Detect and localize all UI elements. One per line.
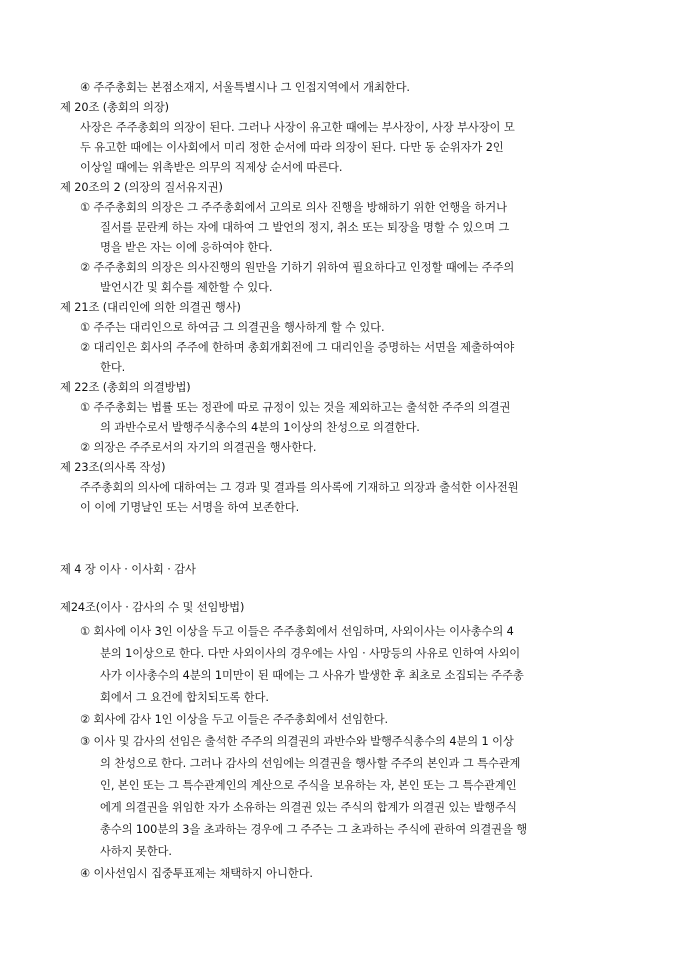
- article20-2-item2-line1: ② 주주총회의 의장은 의사진행의 원만을 기하기 위하여 필요하다고 인정할 때에는 주주의: [80, 261, 515, 274]
- article22-item1-line2: 의 과반수로서 발행주식총수의 4분의 1이상의 찬성으로 의결한다.: [100, 421, 420, 434]
- article24-item2: ② 회사에 감사 1인 이상을 두고 이들은 주주총회에서 선임한다.: [80, 713, 389, 726]
- article20-2-heading: 제 20조의 2 (의장의 질서유지권): [60, 181, 223, 194]
- article24-item3-line6: 사하지 못한다.: [100, 845, 172, 858]
- article24-item3-line2: 의 찬성으로 한다. 그러나 감사의 선임에는 의결권을 행사할 주주의 본인과 그 특수관계: [100, 757, 521, 770]
- article24-item1-line2: 분의 1이상으로 한다. 다만 사외이사의 경우에는 사임 · 사망등의 사유로 인하여 사외이: [100, 647, 521, 660]
- article23-heading: 제 23조(의사록 작성): [60, 461, 166, 474]
- article21-item1: ① 주주는 대리인으로 하여금 그 의결권을 행사하게 할 수 있다.: [80, 321, 385, 334]
- article24-heading: 제24조(이사 · 감사의 수 및 선임방법): [60, 601, 245, 614]
- article22-item2: ② 의장은 주주로서의 자기의 의결권을 행사한다.: [80, 441, 317, 454]
- article23-line2: 이 이에 기명날인 또는 서명을 하여 보존한다.: [80, 501, 300, 514]
- article20-line1: 사장은 주주총회의 의장이 된다. 그러나 사장이 유고한 때에는 부사장이, 사장 부사장이 모: [80, 121, 515, 134]
- article20-line2: 두 유고한 때에는 이사회에서 미리 정한 순서에 따라 의장이 된다. 다만 동 순위자가 2인: [80, 141, 504, 154]
- article19-item4: ④ 주주총회는 본점소재지, 서울특별시나 그 인접지역에서 개최한다.: [80, 81, 410, 94]
- article24-item1-line1: ① 회사에 이사 3인 이상을 두고 이들은 주주총회에서 선임하며, 사외이사는 이사총수의 4: [80, 625, 514, 638]
- article22-item1-line1: ① 주주총회는 법률 또는 정관에 따로 규정이 있는 것을 제외하고는 출석한 주주의 의결권: [80, 401, 511, 414]
- article20-2-item1-line1: ① 주주총회의 의장은 그 주주총회에서 고의로 의사 진행을 방해하기 위한 언행을 하거나: [80, 201, 507, 214]
- article24-item4: ④ 이사선임시 집중투표제는 채택하지 아니한다.: [80, 867, 313, 880]
- article21-item2-line1: ② 대리인은 회사의 주주에 한하며 총회개회전에 그 대리인을 증명하는 서면을 제출하여야: [80, 341, 515, 354]
- article24-item1-line3: 사가 이사총수의 4분의 1미만이 된 때에는 그 사유가 발생한 후 최초로 소집되는 주주총: [100, 669, 524, 682]
- article20-2-item2-line2: 발언시간 및 회수를 제한할 수 있다.: [100, 281, 273, 294]
- article20-2-item1-line3: 명을 받은 자는 이에 응하여야 한다.: [100, 241, 273, 254]
- article24-item3-line3: 인, 본인 또는 그 특수관계인의 계산으로 주식을 보유하는 자, 본인 또는 그 특수관계인: [100, 779, 517, 792]
- article23-line1: 주주총회의 의사에 대하여는 그 경과 및 결과를 의사록에 기재하고 의장과 출석한 이사전원: [80, 481, 519, 494]
- article24-item1-line4: 회에서 그 요건에 합치되도록 한다.: [100, 691, 269, 704]
- article20-heading: 제 20조 (총회의 의장): [60, 101, 169, 114]
- article20-2-item1-line2: 질서를 문란케 하는 자에 대하여 그 발언의 정지, 취소 또는 퇴장을 명할 수 있으며 그: [100, 221, 510, 234]
- article21-heading: 제 21조 (대리인에 의한 의결권 행사): [60, 301, 241, 314]
- chapter4-heading: 제 4 장 이사 · 이사회 · 감사: [60, 563, 196, 576]
- article24-item3-line1: ③ 이사 및 감사의 선임은 출석한 주주의 의결권의 과반수와 발행주식총수의 4분의 1 이상: [80, 735, 514, 748]
- article22-heading: 제 22조 (총회의 의결방법): [60, 381, 191, 394]
- article24-item3-line4: 에게 의결권을 위임한 자가 소유하는 의결권 있는 주식의 합계가 의결권 있는 발행주식: [100, 801, 517, 814]
- article20-line3: 이상일 때에는 위촉받은 의무의 직제상 순서에 따른다.: [80, 161, 343, 174]
- article21-item2-line2: 한다.: [100, 361, 126, 374]
- article24-item3-line5: 총수의 100분의 3을 초과하는 경우에 그 주주는 그 초과하는 주식에 관하여 의결권을 행: [100, 823, 528, 836]
